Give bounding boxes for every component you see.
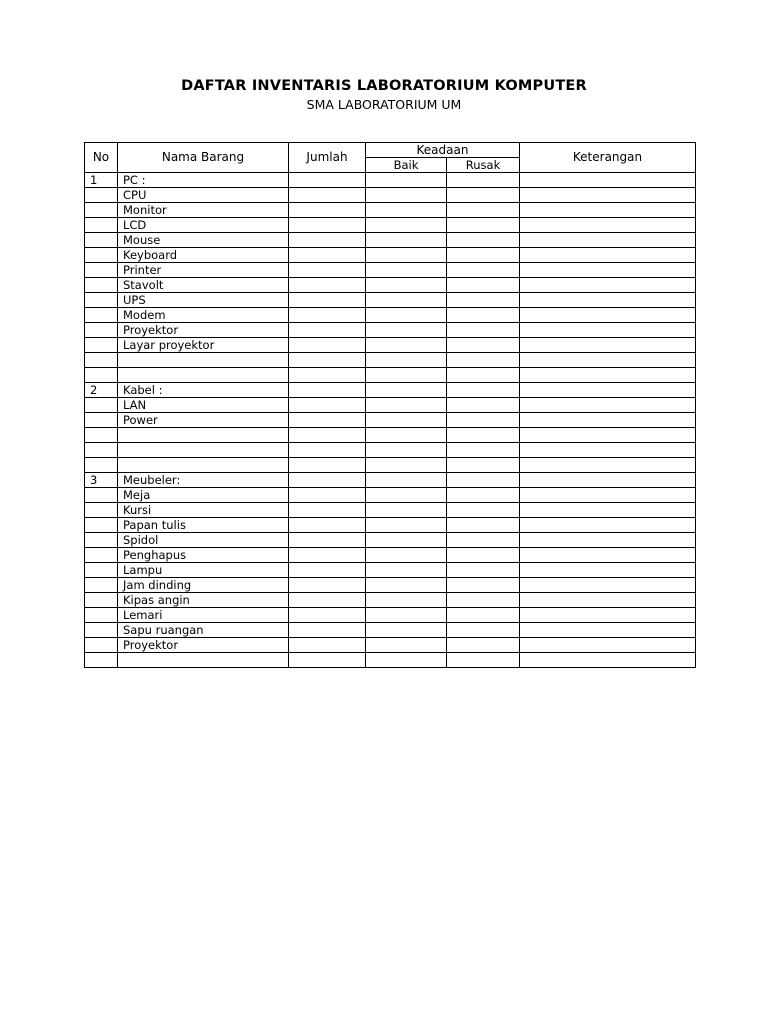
cell-keterangan <box>520 638 696 653</box>
table-row <box>85 533 696 548</box>
cell-rusak <box>447 563 520 578</box>
cell-rusak <box>447 548 520 563</box>
cell-keterangan <box>520 653 696 668</box>
cell-jumlah <box>289 263 366 278</box>
table-row <box>85 503 696 518</box>
table-row <box>85 473 696 488</box>
cell-baik <box>366 563 447 578</box>
cell-baik <box>366 338 447 353</box>
cell-nama-barang: Stavolt <box>118 278 289 293</box>
cell-nama-barang: Printer <box>118 263 289 278</box>
cell-rusak <box>447 428 520 443</box>
cell-nama-barang: Modem <box>118 308 289 323</box>
table-body <box>85 173 696 668</box>
cell-nama-barang: Spidol <box>118 533 289 548</box>
document-subtitle: SMA LABORATORIUM UM <box>306 97 462 112</box>
cell-nama-barang <box>118 368 289 383</box>
table-row <box>85 173 696 188</box>
cell-baik <box>366 248 447 263</box>
table-row <box>85 353 696 368</box>
cell-no <box>85 458 118 473</box>
table-row <box>85 518 696 533</box>
table-row <box>85 368 696 383</box>
cell-baik <box>366 548 447 563</box>
cell-nama-barang <box>118 443 289 458</box>
cell-no <box>85 548 118 563</box>
cell-no <box>85 518 118 533</box>
cell-baik <box>366 323 447 338</box>
cell-no <box>85 443 118 458</box>
cell-baik <box>366 458 447 473</box>
cell-rusak <box>447 473 520 488</box>
cell-baik <box>366 533 447 548</box>
table-row <box>85 563 696 578</box>
column-header-keterangan: Keterangan <box>520 143 696 173</box>
cell-jumlah <box>289 638 366 653</box>
cell-no <box>85 578 118 593</box>
cell-rusak <box>447 488 520 503</box>
cell-no <box>85 533 118 548</box>
cell-jumlah <box>289 293 366 308</box>
cell-baik <box>366 383 447 398</box>
cell-baik <box>366 653 447 668</box>
cell-jumlah <box>289 458 366 473</box>
cell-keterangan <box>520 503 696 518</box>
cell-baik <box>366 503 447 518</box>
cell-no: 1 <box>85 173 118 188</box>
cell-nama-barang: CPU <box>118 188 289 203</box>
cell-keterangan <box>520 548 696 563</box>
table-row <box>85 458 696 473</box>
cell-rusak <box>447 413 520 428</box>
cell-jumlah <box>289 368 366 383</box>
cell-no <box>85 308 118 323</box>
table-row <box>85 548 696 563</box>
cell-no <box>85 188 118 203</box>
cell-jumlah <box>289 278 366 293</box>
cell-baik <box>366 623 447 638</box>
cell-baik <box>366 353 447 368</box>
cell-keterangan <box>520 563 696 578</box>
cell-no <box>85 263 118 278</box>
table-header <box>85 143 696 173</box>
cell-baik <box>366 413 447 428</box>
table-row <box>85 188 696 203</box>
cell-baik <box>366 398 447 413</box>
cell-no <box>85 368 118 383</box>
cell-nama-barang <box>118 653 289 668</box>
table-row <box>85 308 696 323</box>
cell-keterangan <box>520 608 696 623</box>
cell-keterangan <box>520 593 696 608</box>
cell-nama-barang <box>118 458 289 473</box>
cell-nama-barang: Kabel : <box>118 383 289 398</box>
cell-no <box>85 248 118 263</box>
cell-no <box>85 398 118 413</box>
cell-rusak <box>447 173 520 188</box>
cell-jumlah <box>289 608 366 623</box>
cell-baik <box>366 263 447 278</box>
column-header-rusak: Rusak <box>447 158 520 173</box>
cell-keterangan <box>520 338 696 353</box>
cell-nama-barang: Kursi <box>118 503 289 518</box>
cell-rusak <box>447 533 520 548</box>
cell-rusak <box>447 518 520 533</box>
table-row <box>85 383 696 398</box>
cell-nama-barang: Meubeler: <box>118 473 289 488</box>
cell-keterangan <box>520 383 696 398</box>
cell-jumlah <box>289 443 366 458</box>
document-title: DAFTAR INVENTARIS LABORATORIUM KOMPUTER <box>181 78 587 94</box>
cell-no <box>85 638 118 653</box>
cell-keterangan <box>520 518 696 533</box>
cell-rusak <box>447 278 520 293</box>
table-row <box>85 488 696 503</box>
cell-jumlah <box>289 338 366 353</box>
cell-jumlah <box>289 578 366 593</box>
cell-jumlah <box>289 233 366 248</box>
cell-no <box>85 278 118 293</box>
cell-nama-barang: Kipas angin <box>118 593 289 608</box>
cell-rusak <box>447 383 520 398</box>
cell-nama-barang: Layar proyektor <box>118 338 289 353</box>
cell-keterangan <box>520 353 696 368</box>
cell-jumlah <box>289 353 366 368</box>
cell-no <box>85 593 118 608</box>
cell-keterangan <box>520 488 696 503</box>
cell-nama-barang <box>118 428 289 443</box>
cell-nama-barang: Proyektor <box>118 638 289 653</box>
cell-jumlah <box>289 203 366 218</box>
table-row <box>85 443 696 458</box>
cell-rusak <box>447 503 520 518</box>
table-row <box>85 203 696 218</box>
cell-rusak <box>447 653 520 668</box>
cell-baik <box>366 578 447 593</box>
cell-nama-barang: Meja <box>118 488 289 503</box>
cell-nama-barang: Penghapus <box>118 548 289 563</box>
cell-nama-barang: LAN <box>118 398 289 413</box>
cell-rusak <box>447 443 520 458</box>
cell-keterangan <box>520 248 696 263</box>
cell-jumlah <box>289 548 366 563</box>
table-row <box>85 323 696 338</box>
cell-rusak <box>447 293 520 308</box>
cell-baik <box>366 518 447 533</box>
cell-rusak <box>447 308 520 323</box>
cell-jumlah <box>289 533 366 548</box>
cell-rusak <box>447 233 520 248</box>
cell-rusak <box>447 218 520 233</box>
cell-nama-barang: Monitor <box>118 203 289 218</box>
table-row <box>85 233 696 248</box>
cell-keterangan <box>520 473 696 488</box>
cell-jumlah <box>289 188 366 203</box>
table-row <box>85 608 696 623</box>
cell-keterangan <box>520 428 696 443</box>
cell-rusak <box>447 638 520 653</box>
table-row <box>85 263 696 278</box>
cell-no: 2 <box>85 383 118 398</box>
cell-jumlah <box>289 503 366 518</box>
cell-nama-barang: Sapu ruangan <box>118 623 289 638</box>
cell-baik <box>366 308 447 323</box>
inventory-table <box>84 142 696 668</box>
cell-no <box>85 608 118 623</box>
cell-jumlah <box>289 248 366 263</box>
cell-keterangan <box>520 398 696 413</box>
cell-nama-barang: Proyektor <box>118 323 289 338</box>
table-row <box>85 293 696 308</box>
cell-baik <box>366 638 447 653</box>
cell-rusak <box>447 248 520 263</box>
cell-keterangan <box>520 233 696 248</box>
cell-jumlah <box>289 323 366 338</box>
cell-nama-barang: Papan tulis <box>118 518 289 533</box>
cell-keterangan <box>520 308 696 323</box>
cell-nama-barang: UPS <box>118 293 289 308</box>
cell-no <box>85 413 118 428</box>
cell-jumlah <box>289 563 366 578</box>
cell-baik <box>366 428 447 443</box>
cell-keterangan <box>520 368 696 383</box>
cell-nama-barang: Jam dinding <box>118 578 289 593</box>
table-row <box>85 578 696 593</box>
table-row <box>85 218 696 233</box>
cell-keterangan <box>520 278 696 293</box>
cell-nama-barang: Power <box>118 413 289 428</box>
column-header-no: No <box>85 143 118 173</box>
cell-rusak <box>447 593 520 608</box>
column-header-keadaan: Keadaan <box>366 143 520 158</box>
cell-no <box>85 218 118 233</box>
cell-baik <box>366 188 447 203</box>
cell-jumlah <box>289 173 366 188</box>
cell-baik <box>366 233 447 248</box>
cell-nama-barang: PC : <box>118 173 289 188</box>
cell-baik <box>366 203 447 218</box>
cell-keterangan <box>520 173 696 188</box>
cell-jumlah <box>289 398 366 413</box>
cell-jumlah <box>289 593 366 608</box>
cell-no <box>85 233 118 248</box>
cell-jumlah <box>289 653 366 668</box>
cell-rusak <box>447 623 520 638</box>
cell-jumlah <box>289 413 366 428</box>
cell-jumlah <box>289 518 366 533</box>
cell-no <box>85 323 118 338</box>
cell-rusak <box>447 398 520 413</box>
cell-nama-barang: Mouse <box>118 233 289 248</box>
cell-keterangan <box>520 293 696 308</box>
cell-baik <box>366 473 447 488</box>
table-row <box>85 413 696 428</box>
cell-baik <box>366 488 447 503</box>
cell-keterangan <box>520 578 696 593</box>
column-header-jumlah: Jumlah <box>289 143 366 173</box>
cell-jumlah <box>289 428 366 443</box>
column-header-nama-barang: Nama Barang <box>118 143 289 173</box>
cell-no <box>85 563 118 578</box>
cell-jumlah <box>289 308 366 323</box>
cell-rusak <box>447 203 520 218</box>
cell-no <box>85 653 118 668</box>
cell-jumlah <box>289 383 366 398</box>
cell-nama-barang: Lampu <box>118 563 289 578</box>
cell-keterangan <box>520 623 696 638</box>
cell-no: 3 <box>85 473 118 488</box>
cell-baik <box>366 278 447 293</box>
table-row <box>85 248 696 263</box>
table-row <box>85 653 696 668</box>
cell-no <box>85 203 118 218</box>
cell-baik <box>366 593 447 608</box>
cell-rusak <box>447 458 520 473</box>
table-row <box>85 593 696 608</box>
cell-rusak <box>447 608 520 623</box>
cell-nama-barang: Keyboard <box>118 248 289 263</box>
cell-rusak <box>447 188 520 203</box>
cell-rusak <box>447 263 520 278</box>
cell-baik <box>366 368 447 383</box>
cell-keterangan <box>520 413 696 428</box>
cell-rusak <box>447 578 520 593</box>
cell-no <box>85 428 118 443</box>
cell-nama-barang: Lemari <box>118 608 289 623</box>
cell-baik <box>366 173 447 188</box>
cell-rusak <box>447 353 520 368</box>
cell-jumlah <box>289 218 366 233</box>
cell-rusak <box>447 323 520 338</box>
cell-keterangan <box>520 218 696 233</box>
cell-baik <box>366 608 447 623</box>
cell-no <box>85 488 118 503</box>
table-row <box>85 338 696 353</box>
cell-keterangan <box>520 323 696 338</box>
table-row <box>85 398 696 413</box>
cell-baik <box>366 218 447 233</box>
table-row <box>85 638 696 653</box>
cell-nama-barang: LCD <box>118 218 289 233</box>
cell-no <box>85 353 118 368</box>
cell-rusak <box>447 338 520 353</box>
cell-no <box>85 293 118 308</box>
cell-nama-barang <box>118 353 289 368</box>
cell-rusak <box>447 368 520 383</box>
column-header-baik: Baik <box>366 158 447 173</box>
cell-keterangan <box>520 263 696 278</box>
table-row <box>85 278 696 293</box>
cell-keterangan <box>520 533 696 548</box>
cell-keterangan <box>520 458 696 473</box>
cell-jumlah <box>289 488 366 503</box>
cell-keterangan <box>520 443 696 458</box>
cell-jumlah <box>289 473 366 488</box>
cell-no <box>85 338 118 353</box>
cell-baik <box>366 293 447 308</box>
cell-jumlah <box>289 623 366 638</box>
cell-baik <box>366 443 447 458</box>
cell-keterangan <box>520 203 696 218</box>
table-row <box>85 623 696 638</box>
cell-no <box>85 503 118 518</box>
cell-no <box>85 623 118 638</box>
table-row <box>85 428 696 443</box>
cell-keterangan <box>520 188 696 203</box>
